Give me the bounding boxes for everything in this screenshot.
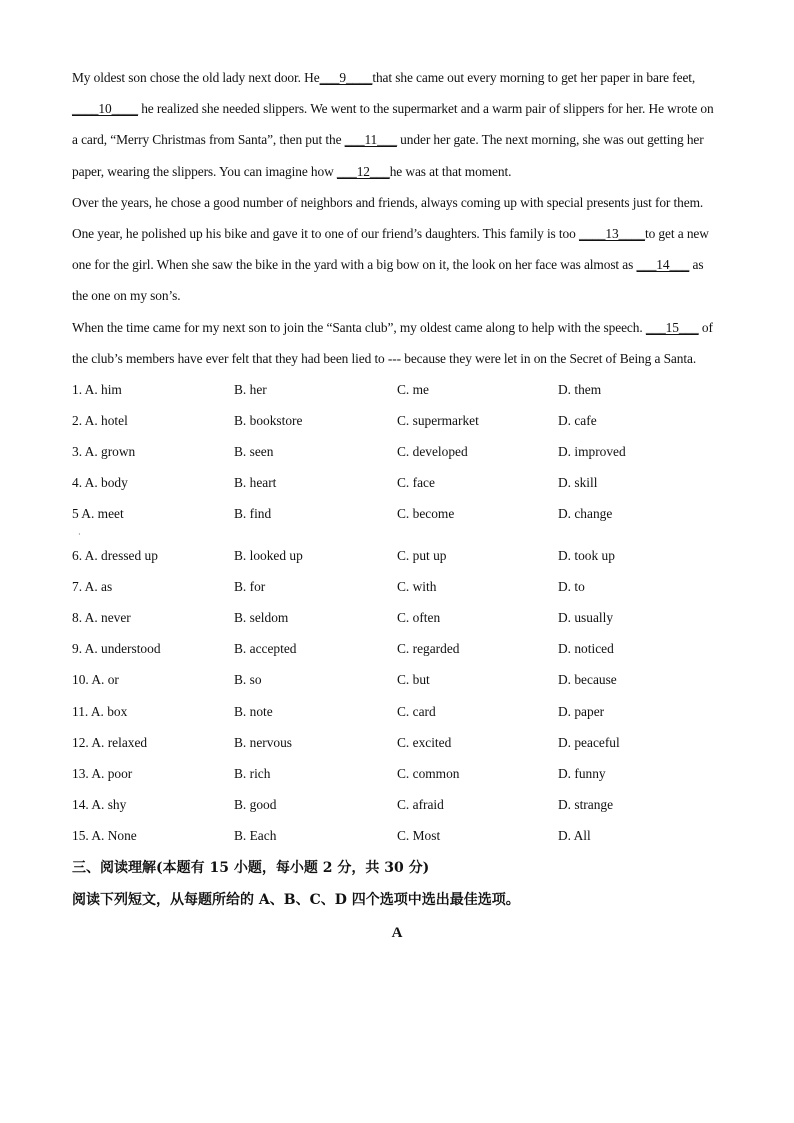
passage-text: When the time came for my next son to join the “Santa club”, my oldest came along to help with the speech. [72,319,646,335]
option-a: 2. A. hotel [72,412,128,428]
option-c: C. common [397,765,460,781]
option-a: 9. A. understood [72,641,161,657]
answer-blank: ___9____ [319,70,373,85]
option-b: B. seen [234,444,274,459]
option-row-12 [72,727,722,758]
option-row-9 [72,634,722,665]
option-row-14 [72,789,722,820]
option-b: B. good [234,797,277,813]
passage-text: under her gate. The next morning, she was out getting her paper, wearing the slippers. You can imagine how [72,132,704,179]
option-d: D. change [558,506,613,522]
answer-blank: ___12___ [336,163,390,179]
option-c: C. me [397,381,429,397]
worksheet-page [72,62,722,950]
option-a: 8. A. never [72,609,131,625]
option-d: D. because [558,672,617,688]
option-a: 3. A. grown [72,444,136,459]
option-b: B. accepted [234,641,297,657]
passage-paragraph-3 [72,312,722,374]
passage-text: he was at that moment. [389,163,512,179]
option-row-15 [72,821,722,852]
passage-text: as the one on my son’s. [72,257,704,304]
passage-text: of the club’s members have ever felt that they had been lied to --- because they were let in on the Secret of Being a Santa. [72,319,713,366]
passage-text: to get a new one for the girl. When she saw the bike in the yard with a big bow on it, the look on her face was almost as [72,226,709,273]
option-d: D. cafe [558,412,597,428]
option-c: C. card [397,703,436,719]
option-b: B. for [234,578,266,594]
option-row-4 [72,468,722,499]
answer-blank: ___15___ [645,319,699,335]
option-c: C. afraid [397,797,444,813]
option-b: B. seldom [234,609,289,625]
option-a: 1. A. him [72,381,122,397]
option-d: D. them [558,381,602,397]
option-c: C. excited [397,734,452,750]
option-d: D. paper [558,703,605,719]
option-c: C. put up [397,547,447,563]
option-a: 4. A. body [72,475,128,491]
option-d: D. noticed [558,641,614,657]
answer-blank: ____13____ [578,226,645,242]
option-row-3 [72,436,722,467]
passage-text: My oldest son chose the old lady next door. He [72,70,320,85]
option-b: B. find [234,506,272,522]
option-row-11 [72,696,722,727]
passage-paragraph-1 [72,62,722,187]
option-d: D. usually [558,609,614,625]
option-b: B. Each [234,828,277,844]
option-d: D. improved [558,444,626,459]
option-b: B. bookstore [234,412,303,428]
option-a: 14. A. shy [72,797,127,813]
option-row-6 [72,540,722,571]
option-c: C. become [397,506,455,522]
option-c: C. developed [397,444,468,459]
passage-paragraph-2 [72,187,722,312]
passage-text: that she came out every morning to get her paper in bare feet, [372,70,696,85]
option-b: B. heart [234,475,277,491]
option-c: C. but [397,672,430,688]
option-c: C. Most [397,828,441,844]
option-a: 11. A. box [72,703,128,719]
option-a: 6. A. dressed up [72,547,158,563]
option-a: 7. A. as [72,578,113,594]
option-d: D. peaceful [558,734,620,750]
option-b: B. note [234,703,273,719]
option-c: C. supermarket [397,412,479,428]
option-c: C. with [397,578,437,594]
section-heading: 三、阅读理解(本题有 15 小题，每小题 2 分，共 30 分) [72,859,430,876]
option-d: D. took up [558,547,615,563]
option-row-13 [72,758,722,789]
answer-blank: ___14___ [636,257,690,273]
option-d: D. strange [558,797,614,813]
option-d: D. funny [558,765,606,781]
option-b: B. so [234,672,262,688]
passage-label: A [391,924,403,941]
options-list [72,374,722,852]
option-b: B. nervous [234,734,293,750]
option-a: 15. A. None [72,828,137,844]
section-instruction: 阅读下列短文，从每题所给的 A、B、C、D 四个选项中选出最佳选项。 [72,891,520,908]
passage-text: Over the years, he chose a good number of neighbors and friends, always coming up with special presents just for them. One year, he polished up his bike and gave it to one of our friend’s daughters. This family is too [72,194,704,242]
option-row-1 [72,374,722,405]
option-c: C. face [397,475,435,491]
answer-blank: ____10____ [72,101,138,117]
option-d: D. to [558,578,585,594]
option-row-10 [72,665,722,696]
option-b: B. looked up [234,547,303,563]
answer-blank: ___11___ [344,132,397,148]
passage-text: he realized she needed slippers. We went to the supermarket and a warm pair of slippers for her. He wrote on a card, “Merry Christmas from Santa”, then put the [72,101,714,148]
option-row-7 [72,571,722,602]
option-a: 5 A. meet [72,506,124,522]
option-a: 13. A. poor [72,765,133,781]
option-row-5 [72,499,722,530]
option-c: C. regarded [397,641,460,657]
option-row-2 [72,405,722,436]
option-a: 12. A. relaxed [72,734,148,750]
option-c: C. often [397,609,441,625]
option-a: 10. A. or [72,672,119,688]
option-d: D. All [558,828,591,844]
option-b: B. rich [234,765,271,781]
option-b: B. her [234,381,267,397]
option-row-8 [72,602,722,633]
stray-mark: · [78,529,81,539]
option-d: D. skill [558,475,598,491]
